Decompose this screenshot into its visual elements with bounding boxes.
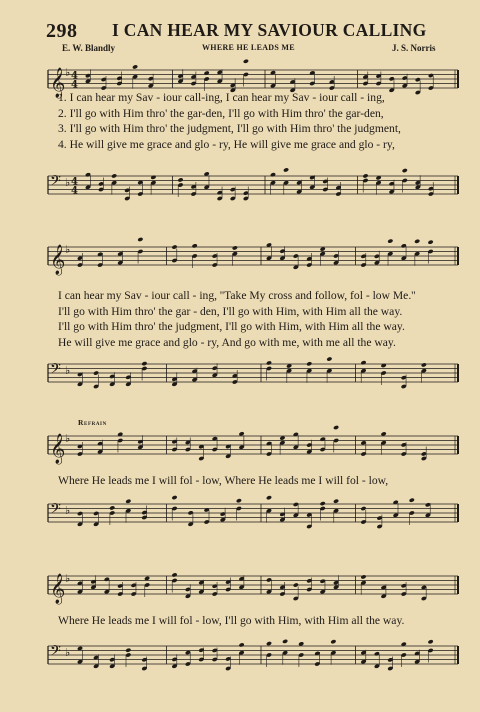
verse-2: 2. I'll go with Him thro' the gar-den, I'll go with Him thro' the gar-den,	[58, 106, 384, 120]
time-signature-icon: 4	[71, 176, 78, 188]
flat-key-signature-icon: ♭	[65, 432, 71, 445]
system-2-lyrics	[58, 288, 458, 350]
flat-key-signature-icon: ♭	[65, 176, 71, 189]
verse-1: 1. I can hear my Sav - iour call-ing, I can hear my Sav - iour call - ing,	[58, 91, 385, 104]
bass-clef-icon: 𝄢	[50, 643, 61, 663]
flat-key-signature-icon: ♭	[65, 504, 71, 517]
treble-clef-icon: 𝄞	[50, 434, 66, 464]
bass-clef-icon: 𝄢	[50, 361, 61, 381]
system-3-treble-staff	[0, 426, 480, 476]
system-2-treble-staff	[0, 237, 480, 287]
system-2-bass-staff	[0, 354, 480, 404]
svg-text:4: 4	[71, 79, 78, 91]
svg-text:4: 4	[71, 185, 78, 197]
flat-key-signature-icon: ♭	[65, 572, 71, 585]
hymn-number: 298	[46, 20, 78, 42]
system-2-lyric-2: I'll go with Him thro' the gar - den, I'll go with Him, with Him all the way.	[58, 304, 403, 318]
system-2-lyric-1: I can hear my Sav - iour call - ing, ''Take My cross and follow, fol - low Me.''	[58, 289, 416, 302]
page-header	[0, 0, 480, 60]
verse-4: 4. He will give me grace and glo - ry, He will give me grace and glo - ry,	[58, 137, 395, 151]
treble-clef-icon: 𝄞	[50, 574, 66, 604]
author-credit: E. W. Blandly	[62, 43, 116, 53]
composer-credit: J. S. Norris	[392, 43, 436, 53]
system-2-lyric-3: I'll go with Him thro' the judgment, I'll go with Him, with Him all the way.	[58, 320, 405, 333]
system-4-lyric: Where He leads me I will fol - low, I'll go with Him, with Him all the way.	[58, 614, 405, 627]
treble-clef-icon: 𝄞	[50, 68, 66, 98]
tune-note: WHERE HE LEADS ME	[202, 43, 295, 52]
flat-key-signature-icon: ♭	[65, 646, 71, 659]
bass-clef-icon: 𝄢	[50, 501, 61, 521]
flat-key-signature-icon: ♭	[65, 66, 71, 79]
verse-block	[58, 90, 458, 152]
system-2-lyric-4: He will give me grace and glo - ry, And go with me, with me all the way.	[58, 335, 396, 349]
system-4-bass-staff	[0, 636, 480, 686]
hymn-title: I CAN HEAR MY SAVIOUR CALLING	[112, 20, 427, 40]
bass-clef-icon: 𝄢	[50, 173, 61, 193]
system-3-lyric: Where He leads me I will fol - low, Where He leads me I will fol - low,	[58, 474, 389, 487]
time-signature-icon: 4	[71, 70, 78, 82]
system-3-bass-staff	[0, 494, 480, 544]
system-1-bass-staff	[0, 166, 480, 216]
refrain-label: Refrain	[78, 418, 107, 427]
verse-3: 3. I'll go with Him thro' the judgment, I'll go with Him thro' the judgment,	[58, 122, 401, 135]
treble-clef-icon: 𝄞	[50, 245, 66, 275]
flat-key-signature-icon: ♭	[65, 243, 71, 256]
flat-key-signature-icon: ♭	[65, 364, 71, 377]
system-4-treble-staff	[0, 566, 480, 616]
